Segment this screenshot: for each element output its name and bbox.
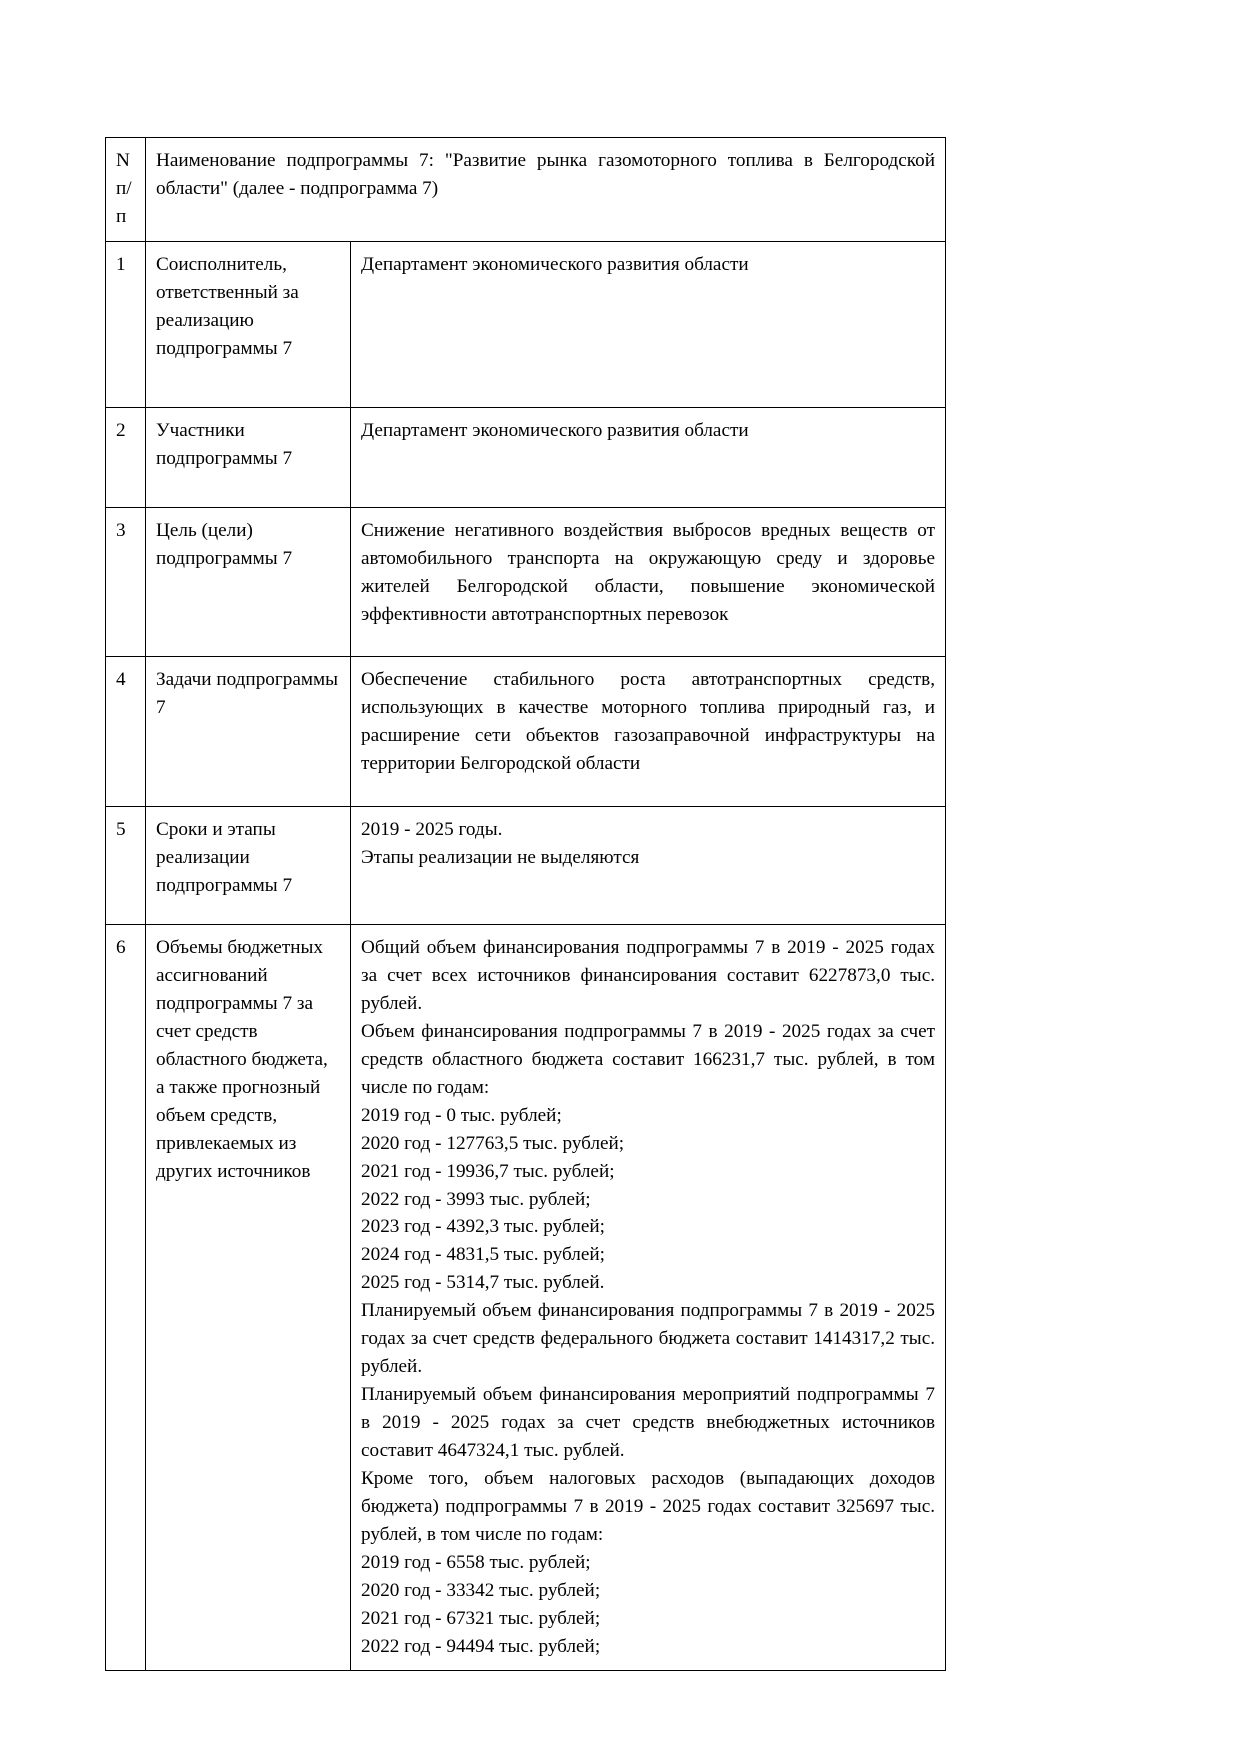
value-paragraph: 2019 - 2025 годы. — [361, 819, 503, 841]
value-paragraph: Общий объем финансирования подпрограммы 7 в 2019 - 2025 годах за счет всех источников финансирования составит 6227873,0 тыс. рублей. — [361, 937, 936, 1014]
row-value — [351, 807, 946, 925]
row-value — [351, 657, 946, 807]
value-paragraph: 2025 год - 5314,7 тыс. рублей. — [361, 1272, 605, 1294]
table-header-row — [106, 138, 946, 242]
table-row — [106, 657, 946, 807]
header-num-line-2: п/п — [116, 177, 132, 227]
value-paragraph: 2019 год - 6558 тыс. рублей; — [361, 1551, 591, 1573]
value-paragraph: Этапы реализации не выделяются — [361, 847, 640, 869]
cell-spacer — [361, 445, 935, 497]
table-body — [106, 138, 946, 1671]
row-number: 4 — [106, 657, 146, 807]
value-paragraph: 2022 год - 94494 тыс. рублей; — [361, 1635, 601, 1657]
value-paragraph: Планируемый объем финансирования подпрограммы 7 в 2019 - 2025 годах за счет средств федерального бюджета составит 1414317,2 тыс. рублей. — [361, 1300, 936, 1378]
value-paragraph: Объем финансирования подпрограммы 7 в 2019 - 2025 годах за счет средств областного бюджета составит 166231,7 тыс. рублей, в том числе по годам: — [361, 1020, 936, 1098]
value-paragraph: Снижение негативного воздействия выбросов вредных веществ от автомобильного транспорта на окружающую среду и здоровье жителей Белгородской области, повышение экономической эффективности автотранспортных перевозок — [361, 519, 936, 625]
value-paragraph: 2021 год - 19936,7 тыс. рублей; — [361, 1160, 615, 1182]
row-label: Соисполнитель, ответственный за реализацию подпрограммы 7 — [146, 241, 351, 407]
value-paragraph: 2024 год - 4831,5 тыс. рублей; — [361, 1244, 605, 1266]
row-label: Цель (цели) подпрограммы 7 — [146, 507, 351, 657]
table-row — [106, 241, 946, 407]
row-value — [351, 925, 946, 1671]
value-paragraph: Кроме того, объем налоговых расходов (выпадающих доходов бюджета) подпрограммы 7 в 2019 - 2025 годах составит 325697 тыс. рублей, в том числе по годам: — [361, 1467, 936, 1545]
row-value — [351, 407, 946, 507]
value-paragraph: 2020 год - 127763,5 тыс. рублей; — [361, 1132, 625, 1154]
row-label: Сроки и этапы реализации подпрограммы 7 — [146, 807, 351, 925]
row-label: Объемы бюджетных ассигнований подпрограммы 7 за счет средств областного бюджета, а также прогнозный объем средств, привлекаемых из других источников — [146, 925, 351, 1671]
row-number: 3 — [106, 507, 146, 657]
value-paragraph: 2022 год - 3993 тыс. рублей; — [361, 1188, 591, 1210]
table-row — [106, 507, 946, 657]
value-paragraph: 2023 год - 4392,3 тыс. рублей; — [361, 1216, 605, 1238]
row-number: 1 — [106, 241, 146, 407]
row-label: Участники подпрограммы 7 — [146, 407, 351, 507]
value-paragraph: 2021 год - 67321 тыс. рублей; — [361, 1607, 601, 1629]
value-paragraph: Департамент экономического развития области — [361, 253, 749, 275]
value-paragraph: 2019 год - 0 тыс. рублей; — [361, 1104, 562, 1126]
row-number: 2 — [106, 407, 146, 507]
table-row — [106, 407, 946, 507]
header-title-cell: Наименование подпрограммы 7: "Развитие рынка газомоторного топлива в Белгородской области" (далее - подпрограмма 7) — [146, 138, 946, 242]
row-value — [351, 241, 946, 407]
row-value — [351, 507, 946, 657]
subprogram-passport-table — [105, 137, 946, 1671]
cell-spacer — [361, 279, 935, 397]
value-paragraph: Обеспечение стабильного роста автотранспортных средств, использующих в качестве моторного топлива природный газ, и расширение сети объектов газозаправочной инфраструктуры на территории Белгородской области — [361, 669, 936, 775]
row-label: Задачи подпрограммы 7 — [146, 657, 351, 807]
value-paragraph: 2020 год - 33342 тыс. рублей; — [361, 1579, 601, 1601]
row-number: 6 — [106, 925, 146, 1671]
cell-spacer — [361, 628, 935, 646]
header-num-line-1: N — [116, 150, 130, 171]
table-row — [106, 807, 946, 925]
table-row — [106, 925, 946, 1671]
value-paragraph: Департамент экономического развития области — [361, 419, 749, 441]
cell-spacer — [361, 872, 935, 914]
header-number-cell — [106, 138, 146, 242]
cell-spacer — [361, 778, 935, 796]
row-number: 5 — [106, 807, 146, 925]
value-paragraph: Планируемый объем финансирования мероприятий подпрограммы 7 в 2019 - 2025 годах за счет средств внебюджетных источников составит 4647324,1 тыс. рублей. — [361, 1384, 936, 1461]
